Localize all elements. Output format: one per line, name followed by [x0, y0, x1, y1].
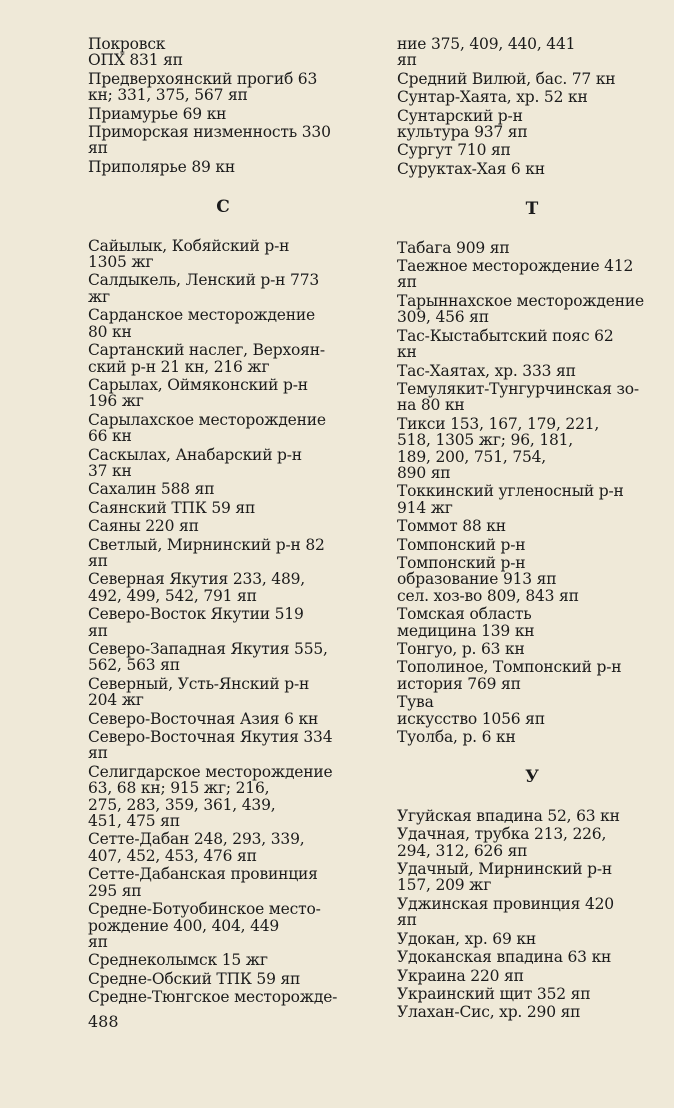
entry-heading: ние 375, 409, 440, 441 — [397, 35, 576, 53]
entry-heading: Селигдарское месторождение — [88, 762, 333, 781]
entry-continuation: кн; 331, 375, 567 яп — [88, 86, 248, 105]
index-entry — [397, 729, 667, 745]
index-entry — [88, 500, 358, 516]
index-entry — [397, 258, 667, 291]
index-entry — [88, 481, 358, 497]
index-entry — [88, 866, 358, 899]
entry-continuation: 157, 209 жг — [397, 876, 492, 895]
entry-heading: Тикси 153, 167, 179, 221, — [397, 414, 600, 433]
index-entry — [88, 571, 358, 604]
entry-heading: Удачная, трубка 213, 226, — [397, 825, 607, 844]
entry-heading: Томпонский р-н — [397, 535, 526, 554]
entry-heading: Таежное месторождение 412 — [397, 257, 634, 276]
index-entry — [397, 896, 667, 929]
entry-continuation: рождение 400, 404, 449 — [88, 916, 280, 935]
entry-continuation: яп — [88, 744, 108, 763]
entry-heading: Томмот 88 кн — [397, 517, 506, 536]
left-column — [88, 36, 358, 1008]
entry-heading: Томская область — [397, 605, 532, 624]
entry-heading: Томпонский р-н — [397, 553, 526, 572]
index-entry — [397, 694, 667, 727]
entry-heading: Северо-Восточная Азия 6 кн — [88, 709, 319, 728]
index-entry — [88, 606, 358, 639]
index-entry — [397, 108, 667, 141]
index-entry — [88, 377, 358, 410]
entry-heading: Удокан, хр. 69 кн — [397, 929, 536, 948]
index-entry — [88, 71, 358, 104]
index-entry — [397, 808, 667, 824]
entry-continuation: искусство 1056 яп — [397, 709, 545, 728]
entry-continuation: история 769 яп — [397, 674, 521, 693]
entry-continuation: 518, 1305 жг; 96, 181, — [397, 431, 574, 450]
index-entry — [397, 518, 667, 534]
entry-continuation: 890 яп — [397, 463, 451, 482]
index-entry — [88, 729, 358, 762]
index-entry — [88, 106, 358, 122]
entry-heading: Приамурье 69 кн — [88, 104, 227, 123]
entry-continuation: сел. хоз-во 809, 843 яп — [397, 586, 579, 605]
section-letter-s: С — [216, 197, 230, 218]
index-entry — [397, 606, 667, 639]
index-entry — [88, 159, 358, 175]
entry-continuation: 295 яп — [88, 881, 142, 900]
entry-heading: Туолба, р. 6 кн — [397, 728, 516, 747]
entry-heading: Сарылахское месторождение — [88, 410, 326, 429]
right-column — [397, 36, 667, 1023]
index-entry — [397, 483, 667, 516]
entry-continuation: 451, 475 яп — [88, 812, 180, 831]
entry-heading: Приморская низменность 330 — [88, 123, 331, 142]
entry-continuation: 80 кн — [88, 322, 132, 341]
entry-heading: Темулякит-Тунгурчинская зо- — [397, 379, 639, 398]
index-entry — [397, 986, 667, 1002]
entry-heading: Токкинский угленосный р-н — [397, 482, 624, 501]
entry-continuation: ОПХ 831 яп — [88, 51, 183, 70]
section-letter-u: У — [525, 767, 539, 788]
entry-heading: Украинский щит 352 яп — [397, 984, 591, 1003]
entry-heading: Сургут 710 яп — [397, 141, 511, 160]
entry-heading: Светлый, Мирнинский р-н 82 — [88, 535, 325, 554]
entry-continuation: яп — [88, 621, 108, 640]
entry-continuation: яп — [397, 51, 417, 70]
entry-heading: Тува — [397, 693, 434, 712]
entry-continuation: 196 жг — [88, 392, 144, 411]
index-entry — [397, 555, 667, 604]
entry-heading: Саянский ТПК 59 яп — [88, 498, 256, 517]
entry-heading: Саскылах, Анабарский р-н — [88, 445, 302, 464]
entry-continuation: 37 кн — [88, 461, 132, 480]
entry-heading: Средне-Обский ТПК 59 яп — [88, 969, 301, 988]
entry-continuation: ский р-н 21 кн, 216 жг — [88, 357, 270, 376]
entry-heading: Северный, Усть-Янский р-н — [88, 674, 310, 693]
entry-continuation: яп — [397, 273, 417, 292]
index-entry — [397, 142, 667, 158]
entry-heading: Среднеколымск 15 жг — [88, 951, 268, 970]
index-entry — [397, 89, 667, 105]
index-entry — [88, 124, 358, 157]
entry-continuation: кн — [397, 343, 417, 362]
entry-continuation: 914 жг — [397, 498, 453, 517]
index-entry — [397, 240, 667, 256]
index-entry — [397, 931, 667, 947]
index-entry — [397, 641, 667, 657]
entry-heading: Тонгуо, р. 63 кн — [397, 640, 525, 658]
entry-heading: Тарыннахское месторождение — [397, 291, 644, 310]
entries-s — [88, 238, 358, 1006]
index-entry — [397, 381, 667, 414]
index-entry — [397, 949, 667, 965]
index-entry — [397, 71, 667, 87]
index-entry — [88, 952, 358, 968]
entry-continuation: жг — [88, 287, 110, 306]
index-entry — [397, 537, 667, 553]
entry-heading: Улахан-Сис, хр. 290 яп — [397, 1003, 581, 1022]
entry-continuation: 492, 499, 542, 791 яп — [88, 586, 257, 605]
entry-heading: Сахалин 588 яп — [88, 480, 215, 499]
entries-left-top — [88, 36, 358, 175]
entry-continuation: яп — [88, 932, 108, 951]
entry-heading: Сунтарский р-н — [397, 106, 523, 125]
entry-heading: Тас-Хаятах, хр. 333 яп — [397, 361, 576, 380]
index-entry — [88, 238, 358, 271]
entry-heading: Удачный, Мирнинский р-н — [397, 860, 613, 879]
entry-heading: Тополиное, Томпонский р-н — [397, 658, 622, 677]
entry-heading: Уджинская провинция 420 — [397, 894, 614, 913]
entry-continuation: культура 937 яп — [397, 123, 528, 142]
section-letter-t: Т — [525, 199, 539, 220]
entry-heading: Сунтар-Хаята, хр. 52 кн — [397, 88, 588, 107]
index-entry — [397, 861, 667, 894]
page-number: 488 — [88, 1012, 119, 1031]
index-entry — [88, 971, 358, 987]
index-entry — [397, 416, 667, 482]
entry-heading: Угуйская впадина 52, 63 кн — [397, 806, 620, 825]
entry-continuation: 309, 456 яп — [397, 308, 489, 327]
index-entry — [88, 518, 358, 534]
index-entry — [88, 711, 358, 727]
entry-heading: Сарданское месторождение — [88, 306, 316, 325]
index-entry — [88, 412, 358, 445]
entry-heading: Покровск — [88, 35, 166, 53]
index-entry — [397, 161, 667, 177]
entries-right-top — [397, 36, 667, 177]
index-entry — [88, 447, 358, 480]
entry-heading: Удоканская впадина 63 кн — [397, 948, 612, 967]
entry-heading: Сарылах, Оймяконский р-н — [88, 375, 308, 394]
entry-continuation: 63, 68 кн; 915 жг; 216, — [88, 779, 270, 798]
entry-continuation: 189, 200, 751, 754, — [397, 447, 547, 466]
index-entry — [88, 307, 358, 340]
index-entry — [88, 36, 358, 69]
index-entry — [88, 641, 358, 674]
entry-continuation: образование 913 яп — [397, 570, 557, 589]
index-entry — [397, 968, 667, 984]
entry-heading: Сетте-Дабан 248, 293, 339, — [88, 830, 305, 849]
entry-heading: Украина 220 яп — [397, 966, 524, 985]
entry-continuation: 66 кн — [88, 427, 132, 446]
entry-continuation: на 80 кн — [397, 396, 465, 415]
entry-heading: Приполярье 89 кн — [88, 157, 235, 176]
entry-heading: Северо-Восточная Якутия 334 — [88, 728, 333, 747]
entry-continuation: 204 жг — [88, 691, 144, 710]
index-entry — [88, 831, 358, 864]
entry-heading: Средний Вилюй, бас. 77 кн — [397, 69, 616, 88]
entry-continuation: яп — [88, 139, 108, 158]
entry-continuation: медицина 139 кн — [397, 621, 535, 640]
entry-heading: Табага 909 яп — [397, 238, 510, 257]
entry-heading: Салдыкель, Ленский р-н 773 — [88, 271, 320, 290]
index-entry — [88, 676, 358, 709]
entry-heading: Средне-Ботуобинское место- — [88, 900, 321, 919]
entry-continuation: 294, 312, 626 яп — [397, 841, 528, 860]
entry-continuation: 407, 452, 453, 476 яп — [88, 846, 257, 865]
entry-heading: Саяны 220 яп — [88, 517, 199, 536]
index-entry — [397, 826, 667, 859]
entry-heading: Предверхоянский прогиб 63 — [88, 69, 318, 88]
entry-heading: Северо-Западная Якутия 555, — [88, 640, 328, 658]
entry-heading: Сартанский наслег, Верхоян- — [88, 341, 325, 360]
index-entry — [88, 901, 358, 950]
entry-continuation: яп — [88, 551, 108, 570]
index-entry — [397, 363, 667, 379]
entry-heading: Сайылык, Кобяйский р-н — [88, 236, 290, 255]
entry-heading: Средне-Тюнгское месторожде- — [88, 988, 338, 1007]
index-entry — [88, 272, 358, 305]
entries-u — [397, 808, 667, 1021]
entry-continuation: 562, 563 яп — [88, 656, 180, 675]
index-entry — [397, 36, 667, 69]
index-entry — [397, 293, 667, 326]
entry-continuation: яп — [397, 911, 417, 930]
index-entry — [88, 342, 358, 375]
entry-heading: Тас-Кыстабытский пояс 62 — [397, 326, 614, 345]
entry-heading: Сетте-Дабанская провинция — [88, 865, 318, 884]
entry-heading: Северная Якутия 233, 489, — [88, 570, 306, 589]
entry-continuation: 275, 283, 359, 361, 439, — [88, 795, 276, 814]
index-entry — [397, 659, 667, 692]
index-entry — [397, 328, 667, 361]
entry-continuation: 1305 жг — [88, 253, 154, 272]
index-entry — [397, 1004, 667, 1020]
index-entry — [88, 764, 358, 830]
entry-heading: Северо-Восток Якутии 519 — [88, 605, 304, 624]
entries-t — [397, 240, 667, 746]
entry-heading: Суруктах-Хая 6 кн — [397, 159, 545, 178]
index-entry — [88, 537, 358, 570]
index-entry — [88, 989, 358, 1005]
